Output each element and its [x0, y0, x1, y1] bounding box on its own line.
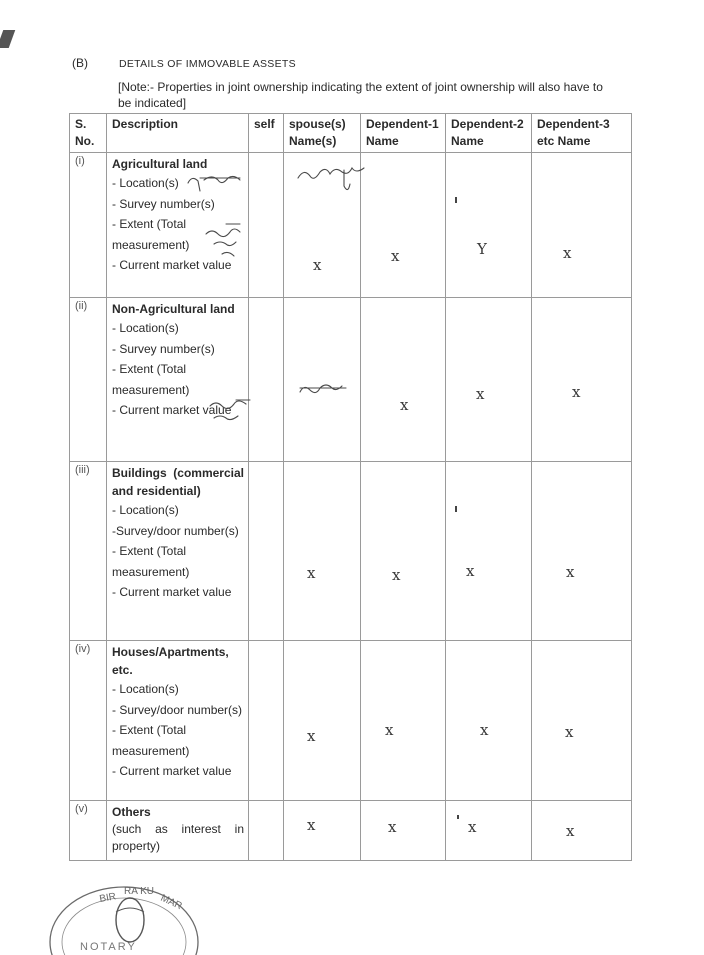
section-label: (B): [72, 56, 88, 70]
desc-item: - Current market value: [112, 585, 232, 599]
desc-item: (such as interest in property): [112, 822, 244, 853]
header-self: self: [249, 114, 284, 153]
row-sno: (ii): [70, 298, 107, 462]
svg-text:BIR: BIR: [98, 891, 117, 905]
header-sno: S. No.: [70, 114, 107, 153]
section-title: DETAILS OF IMMOVABLE ASSETS: [119, 58, 296, 70]
desc-item: - Extent (Total measurement): [112, 544, 190, 579]
section-note: [Note:- Properties in joint ownership indicating the extent of joint ownership will also have to be indicated]: [118, 80, 603, 110]
notary-stamp: [42, 872, 207, 955]
handwritten-cross: x: [307, 816, 316, 834]
desc-item: - Extent (Total measurement): [112, 217, 190, 252]
desc-item: - Current market value: [112, 764, 232, 778]
handwritten-cross: x: [313, 256, 322, 274]
ink-speck: [455, 197, 457, 203]
handwritten-scribble: [298, 168, 364, 190]
handwritten-cross: x: [466, 562, 475, 580]
handwritten-scribble: [188, 176, 240, 191]
handwritten-cross: x: [566, 822, 575, 840]
desc-item: - Current market value: [112, 258, 232, 272]
handwritten-cross: x: [388, 818, 397, 836]
ink-speck: [455, 506, 457, 512]
row-sno: (i): [70, 153, 107, 298]
handwritten-cross: x: [565, 723, 574, 741]
handwritten-cross: x: [572, 383, 581, 401]
handwritten-cross: x: [563, 244, 572, 262]
header-description: Description: [107, 114, 249, 153]
desc-item: - Location(s): [112, 176, 179, 190]
handwritten-cross: x: [476, 385, 485, 403]
row-title: Agricultural land: [112, 157, 208, 171]
row-title: Buildings (commercial and residential): [112, 466, 244, 498]
handwritten-cross: x: [307, 727, 316, 745]
ink-speck: [457, 815, 459, 819]
svg-text:MAR: MAR: [158, 892, 184, 913]
handwritten-cross: x: [480, 721, 489, 739]
handwritten-cross: x: [566, 563, 575, 581]
handwritten-cross: x: [468, 818, 477, 836]
svg-text:NOTARY: NOTARY: [80, 941, 137, 953]
desc-item: - Location(s): [112, 503, 179, 517]
desc-item: -Survey/door number(s): [112, 523, 239, 538]
desc-item: - Location(s): [112, 682, 179, 696]
desc-item: - Location(s): [112, 321, 179, 335]
handwritten-scribble: [300, 385, 346, 393]
handwritten-scribble: [210, 400, 250, 420]
row-title: Others: [112, 805, 151, 819]
desc-item: - Survey number(s): [112, 196, 215, 211]
desc-item: - Extent (Total measurement): [112, 723, 190, 758]
header-dependent-2: Dependent-2 Name: [446, 114, 532, 153]
handwritten-cross: x: [400, 396, 409, 414]
row-sno: (iv): [70, 641, 107, 801]
row-sno: (iii): [70, 462, 107, 641]
row-sno: (v): [70, 801, 107, 861]
header-dependent-3: Dependent-3 etc Name: [532, 114, 632, 153]
desc-item: - Current market value: [112, 403, 232, 417]
desc-item: - Survey number(s): [112, 341, 215, 356]
row-title: Non-Agricultural land: [112, 302, 235, 316]
row-title: Houses/Apartments, etc.: [112, 645, 229, 677]
handwritten-cross: x: [307, 564, 316, 582]
handwritten-scribble: [206, 224, 240, 256]
header-spouse: spouse(s) Name(s): [284, 114, 361, 153]
handwritten-cross: x: [392, 566, 401, 584]
svg-text:RA KU: RA KU: [124, 886, 155, 897]
desc-item: - Extent (Total measurement): [112, 362, 190, 397]
desc-item: - Survey/door number(s): [112, 702, 243, 717]
handwritten-cross: x: [385, 721, 394, 739]
header-dependent-1: Dependent-1 Name: [361, 114, 446, 153]
handwritten-mark: Y: [477, 240, 487, 258]
handwritten-cross: x: [391, 247, 400, 265]
